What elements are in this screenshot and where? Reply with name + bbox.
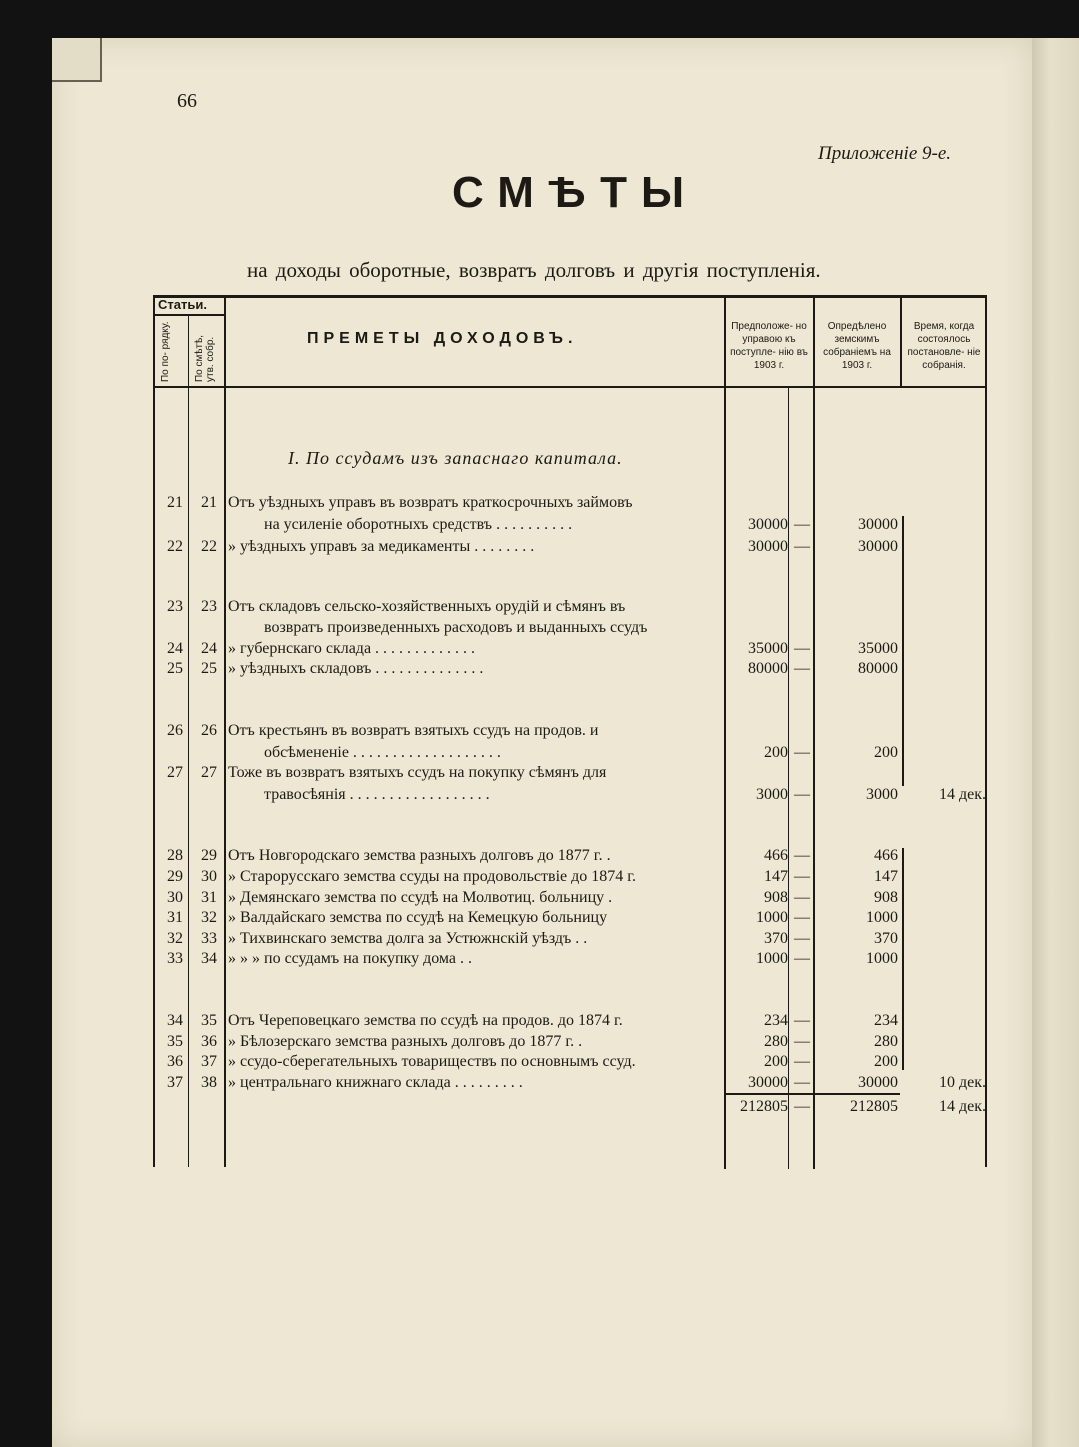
row-description: Отъ крестьянъ въ возвратъ взятыхъ ссудъ на продов. и <box>228 722 599 739</box>
value-dash: — <box>794 930 810 947</box>
row-number-estimate: 24 <box>201 640 217 657</box>
row-description: Отъ складовъ сельско-хозяйственныхъ орудiй и сѣмянъ въ <box>228 598 626 615</box>
value-dash: — <box>794 516 810 533</box>
row-number-estimate: 30 <box>201 868 217 885</box>
row-number-estimate: 27 <box>201 764 217 781</box>
row-description: возвратъ произведенныхъ расходовъ и выданныхъ ссудъ <box>264 619 648 636</box>
table-row <box>0 1072 1079 1093</box>
row-number-estimate: 21 <box>201 494 217 511</box>
page-subtitle: на доходы оборотные, возвратъ долговъ и другiя поступленiя. <box>247 258 821 282</box>
total-assumed: 212805 <box>740 1098 788 1115</box>
row-description: Отъ уѣздныхъ управъ въ возвратъ краткосрочныхъ займовъ <box>228 494 633 511</box>
table-row <box>0 638 1079 659</box>
row-number-order: 21 <box>167 494 183 511</box>
value-assigned: 200 <box>874 1053 898 1070</box>
row-number-estimate: 25 <box>201 660 217 677</box>
header-items: ПРЕМЕТЫ ДОХОДОВЪ. <box>307 330 578 347</box>
value-assigned: 908 <box>874 889 898 906</box>
value-assumed: 370 <box>764 930 788 947</box>
row-number-order: 33 <box>167 950 183 967</box>
row-description: » Демянскаго земства по ссудѣ на Молвотиц. больницу . <box>228 889 613 906</box>
value-assumed: 3000 <box>756 786 788 803</box>
row-description: Тоже въ возвратъ взятыхъ ссудъ на покупку сѣмянъ для <box>228 764 607 781</box>
table-row <box>0 1010 1079 1031</box>
table-row <box>0 866 1079 887</box>
row-number-order: 26 <box>167 722 183 739</box>
total-dash: — <box>794 1098 810 1115</box>
table-top-rule <box>153 295 987 298</box>
row-description: » Тихвинскаго земства долга за Устюжнскiй уѣздъ . . <box>228 930 588 947</box>
value-dash: — <box>794 889 810 906</box>
value-dash: — <box>794 950 810 967</box>
value-assumed: 280 <box>764 1033 788 1050</box>
value-assumed: 30000 <box>748 538 788 555</box>
table-row <box>0 928 1079 949</box>
appendix-label: Приложенiе 9-е. <box>818 143 952 164</box>
row-number-order: 22 <box>167 538 183 555</box>
row-number-estimate: 34 <box>201 950 217 967</box>
value-assumed: 234 <box>764 1012 788 1029</box>
value-dash: — <box>794 847 810 864</box>
stati-rule <box>153 314 225 316</box>
value-dash: — <box>794 1053 810 1070</box>
value-assumed: 200 <box>764 744 788 761</box>
total-rule <box>724 1093 900 1095</box>
value-assigned: 35000 <box>858 640 898 657</box>
corner-fold <box>52 38 102 82</box>
value-dash: — <box>794 1012 810 1029</box>
header-assigned: Опредѣлено земскимъ собранiемъ на 1903 г. <box>823 321 891 371</box>
header-bottom-rule <box>153 386 987 388</box>
row-number-order: 24 <box>167 640 183 657</box>
table-row <box>0 658 1079 679</box>
row-description: Отъ Череповецкаго земства по ссудѣ на продов. до 1874 г. <box>228 1012 623 1029</box>
value-dash: — <box>794 868 810 885</box>
value-assumed: 466 <box>764 847 788 864</box>
row-description: » уѣздныхъ управъ за медикаменты . . . . . . . . <box>228 538 535 555</box>
row-description: обсѣмененiе . . . . . . . . . . . . . . . . . . . <box>264 744 501 761</box>
row-number-estimate: 36 <box>201 1033 217 1050</box>
value-assigned: 80000 <box>858 660 898 677</box>
row-number-order: 28 <box>167 847 183 864</box>
row-number-order: 32 <box>167 930 183 947</box>
section-title: I. По ссудамъ изъ запаснаго капитала. <box>288 448 623 468</box>
page-number: 66 <box>177 90 197 112</box>
value-assumed: 30000 <box>748 1074 788 1091</box>
table-row <box>0 536 1079 557</box>
value-dash: — <box>794 538 810 555</box>
value-assigned: 1000 <box>866 909 898 926</box>
value-assigned: 1000 <box>866 950 898 967</box>
value-dash: — <box>794 1074 810 1091</box>
row-description: » Бѣлозерскаго земства разныхъ долговъ до 1877 г. . <box>228 1033 583 1050</box>
table-row <box>0 720 1079 741</box>
row-number-estimate: 26 <box>201 722 217 739</box>
table-row <box>0 596 1079 617</box>
value-dash: — <box>794 744 810 761</box>
row-description: травосѣянiя . . . . . . . . . . . . . . . . . . <box>264 786 490 803</box>
value-assumed: 147 <box>764 868 788 885</box>
value-assumed: 80000 <box>748 660 788 677</box>
value-assigned: 30000 <box>858 516 898 533</box>
row-number-estimate: 31 <box>201 889 217 906</box>
row-number-order: 29 <box>167 868 183 885</box>
row-number-estimate: 33 <box>201 930 217 947</box>
table-row <box>0 1051 1079 1072</box>
page-title: СМѢТЫ <box>452 168 699 217</box>
table-row <box>0 784 1079 805</box>
table-row <box>0 948 1079 969</box>
row-description: » Валдайскаго земства по ссудѣ на Кемецкую больницу <box>228 909 608 926</box>
header-by-estimate: По смѣтѣ, утв. собр. <box>194 334 216 382</box>
table-row <box>0 762 1079 783</box>
table-row <box>0 845 1079 866</box>
table-row <box>0 742 1079 763</box>
row-number-estimate: 23 <box>201 598 217 615</box>
decision-time: 14 дек. <box>938 786 986 803</box>
row-number-order: 36 <box>167 1053 183 1070</box>
value-assigned: 30000 <box>858 538 898 555</box>
table-row <box>0 887 1079 908</box>
decision-brace-1 <box>902 516 904 786</box>
table-row <box>0 1031 1079 1052</box>
row-description: » Старорусскаго земства ссуды на продовольствiе до 1874 г. <box>228 868 637 885</box>
value-assigned: 466 <box>874 847 898 864</box>
value-assigned: 147 <box>874 868 898 885</box>
row-description: » » » по ссудамъ на покупку дома . . <box>228 950 473 967</box>
decision-time: 10 дек. <box>938 1074 986 1091</box>
decision-brace-2 <box>902 848 904 1070</box>
table-row <box>0 907 1079 928</box>
row-description: » губернскаго склада . . . . . . . . . . . . . <box>228 640 476 657</box>
value-dash: — <box>794 786 810 803</box>
value-dash: — <box>794 1033 810 1050</box>
row-number-order: 37 <box>167 1074 183 1091</box>
table-row <box>0 617 1079 638</box>
value-assigned: 3000 <box>866 786 898 803</box>
row-number-order: 25 <box>167 660 183 677</box>
value-assumed: 30000 <box>748 516 788 533</box>
row-description: на усиленiе оборотныхъ средствъ . . . . . . . . . . <box>264 516 573 533</box>
header-time: Время, когда состоялось постановле- нiе собранiя. <box>907 321 981 371</box>
value-dash: — <box>794 909 810 926</box>
table-row <box>0 514 1079 535</box>
row-number-order: 34 <box>167 1012 183 1029</box>
value-assumed: 1000 <box>756 909 788 926</box>
value-dash: — <box>794 640 810 657</box>
header-by-order: По по- рядку. <box>160 321 171 382</box>
value-assigned: 234 <box>874 1012 898 1029</box>
value-assigned: 30000 <box>858 1074 898 1091</box>
row-description: » уѣздныхъ складовъ . . . . . . . . . . . . . . <box>228 660 484 677</box>
row-number-estimate: 37 <box>201 1053 217 1070</box>
value-assigned: 370 <box>874 930 898 947</box>
row-number-estimate: 35 <box>201 1012 217 1029</box>
total-time: 14 дек. <box>938 1098 986 1115</box>
value-assigned: 280 <box>874 1033 898 1050</box>
value-assumed: 35000 <box>748 640 788 657</box>
header-assumed: Предположе- но управою къ поступле- нiю въ 1903 г. <box>730 321 808 371</box>
row-number-order: 27 <box>167 764 183 781</box>
value-assumed: 908 <box>764 889 788 906</box>
value-assumed: 1000 <box>756 950 788 967</box>
row-number-order: 35 <box>167 1033 183 1050</box>
table-row <box>0 492 1079 513</box>
row-number-order: 30 <box>167 889 183 906</box>
row-description: » центральнаго книжнаго склада . . . . . . . . . <box>228 1074 523 1091</box>
header-stati: Статьи. <box>158 297 207 312</box>
row-description: Отъ Новгородскаго земства разныхъ долговъ до 1877 г. . <box>228 847 611 864</box>
row-number-estimate: 22 <box>201 538 217 555</box>
value-assumed: 200 <box>764 1053 788 1070</box>
row-description: » ссудо-сберегательныхъ товариществъ по основнымъ ссуд. <box>228 1053 636 1070</box>
value-dash: — <box>794 660 810 677</box>
row-number-estimate: 38 <box>201 1074 217 1091</box>
total-row <box>0 1096 1079 1117</box>
total-assigned: 212805 <box>850 1098 898 1115</box>
row-number-order: 23 <box>167 598 183 615</box>
row-number-estimate: 29 <box>201 847 217 864</box>
row-number-order: 31 <box>167 909 183 926</box>
value-assigned: 200 <box>874 744 898 761</box>
row-number-estimate: 32 <box>201 909 217 926</box>
